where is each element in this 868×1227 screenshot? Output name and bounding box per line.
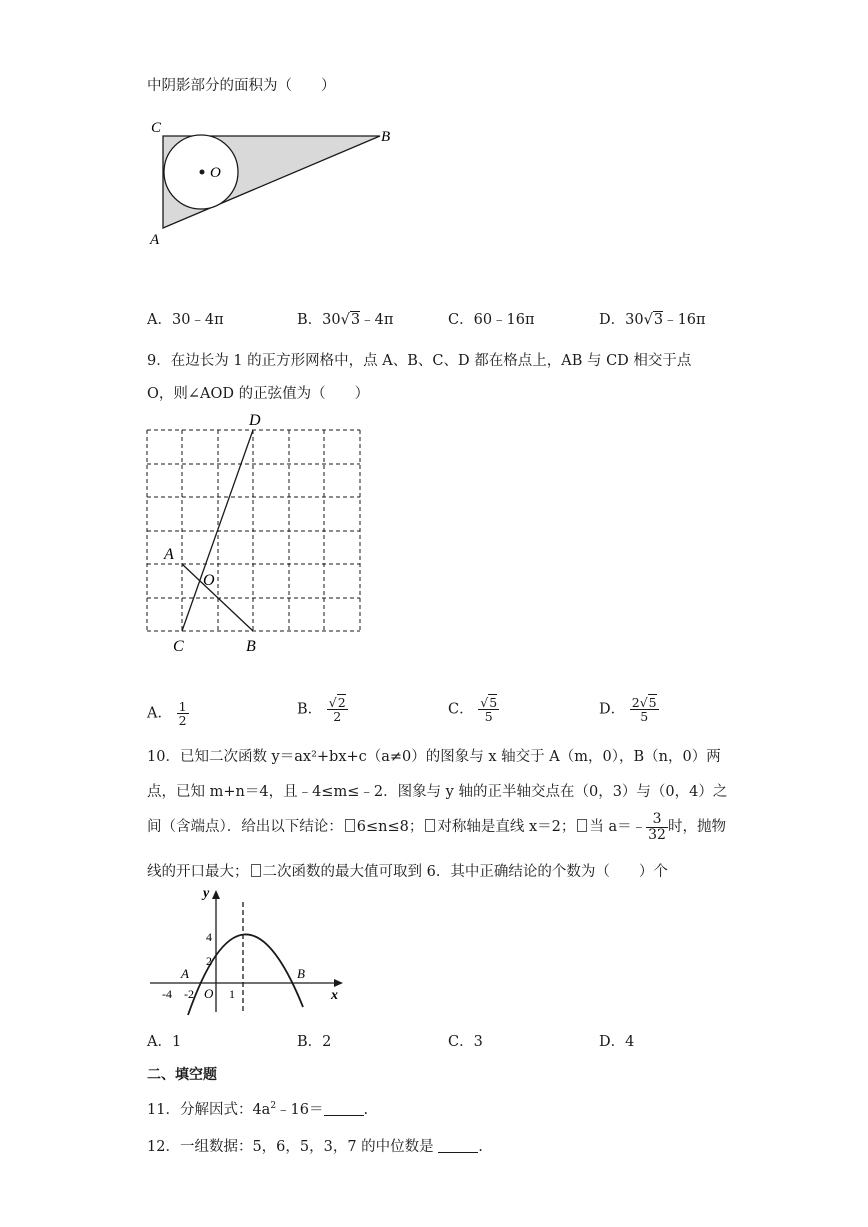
- option-label: D．: [599, 701, 626, 718]
- fraction: $\frac{3}{32}$: [648, 811, 666, 843]
- missing-glyph-box: [345, 819, 355, 832]
- answer-blank[interactable]: [324, 1103, 364, 1116]
- fraction: $\frac{√5}{5}$: [480, 695, 498, 725]
- svg-text:B: B: [297, 966, 305, 981]
- q8-option-c[interactable]: [448, 308, 535, 329]
- section-title: 二、填空题: [147, 1067, 217, 1083]
- fraction: $\frac{√2}{2}$: [328, 695, 346, 725]
- option-label: D．: [599, 1034, 626, 1050]
- svg-text:2: 2: [206, 954, 212, 968]
- svg-text:y: y: [203, 886, 210, 901]
- option-label: B．: [297, 1034, 323, 1050]
- q10-option-b[interactable]: B．2: [297, 1034, 332, 1050]
- q8-figure: [140, 112, 400, 252]
- answer-blank[interactable]: [438, 1140, 478, 1153]
- option-label: B．: [297, 312, 323, 328]
- option-text: 30﹣4π: [171, 312, 224, 328]
- option-label: A．: [147, 1034, 172, 1050]
- svg-text:4: 4: [206, 930, 212, 944]
- center-dot: [200, 170, 205, 175]
- svg-text:-2: -2: [184, 987, 194, 1001]
- q9-option-a[interactable]: [147, 700, 189, 727]
- q9-option-c[interactable]: [448, 696, 499, 723]
- q10-line3: 间（含端点）．给出以下结论： 6≤n≤8； 对称轴是直线 x＝2； 当 a＝﹣ $\frac{3}{32}$ 时，抛物: [147, 811, 726, 843]
- q9-option-d[interactable]: [599, 696, 659, 723]
- option-text: 60﹣16π: [473, 312, 535, 328]
- missing-glyph-box: [251, 864, 261, 877]
- q10-line1: 10．已知二次函数 y＝ax²+bx+c（a≠0）的图象与 x 轴交于 A（m，0），B（n，0）两: [147, 749, 721, 765]
- y-axis-arrow: [212, 890, 220, 899]
- label-D: D: [249, 412, 261, 429]
- label-O: O: [203, 572, 215, 589]
- q10-option-a[interactable]: A．1: [147, 1034, 182, 1050]
- sqrt-symbol: √: [340, 312, 350, 328]
- svg-text:-4: -4: [162, 987, 172, 1001]
- q10-graph: [145, 880, 355, 1020]
- q10-line4: 线的开口最大； 二次函数的最大值可取到 6．其中正确结论的个数为（ ）个: [147, 864, 668, 880]
- option-label: B．: [297, 701, 323, 718]
- label-O: O: [210, 165, 221, 181]
- label-B: B: [246, 638, 256, 655]
- label-C: C: [151, 120, 162, 136]
- sqrt-symbol: √: [643, 312, 653, 328]
- dashed-grid: [147, 430, 360, 631]
- label-B: B: [381, 129, 391, 145]
- q9-line1: 9．在边长为 1 的正方形网格中，点 A、B、C、D 都在格点上，AB 与 CD 相交于点: [147, 353, 692, 369]
- svg-text:A: A: [181, 966, 189, 981]
- q10-line2: 点，已知 m+n＝4，且﹣4≤m≤﹣2．图象与 y 轴的正半轴交点在（0，3）与（0，4）之: [147, 784, 728, 800]
- option-label: C．: [448, 312, 474, 328]
- option-label: A．: [147, 705, 172, 722]
- q8-option-b[interactable]: B．30√3﹣4π: [297, 312, 394, 328]
- svg-text:O: O: [204, 986, 214, 1001]
- label-C: C: [173, 638, 184, 655]
- q8-option-d[interactable]: D．30√3﹣16π: [599, 312, 706, 328]
- missing-glyph-box: [577, 819, 587, 832]
- fraction: $\frac{2√5}{5}$: [631, 695, 657, 725]
- q8-option-a[interactable]: [147, 308, 224, 329]
- fraction: $\frac{1}{2}$: [178, 699, 187, 729]
- missing-glyph-box: [425, 819, 435, 832]
- q9-line2: O，则∠AOD 的正弦值为（ ）: [147, 386, 370, 402]
- option-label: D．: [599, 312, 626, 328]
- q9-grid-figure: [140, 405, 370, 660]
- option-label: C．: [448, 1034, 474, 1050]
- q10-option-c[interactable]: C．3: [448, 1034, 483, 1050]
- q11: 11．分解因式：$4a^2﹣16=$ .: [147, 1101, 369, 1118]
- x-axis-arrow: [334, 979, 343, 987]
- parabola-curve: [188, 934, 303, 1015]
- q12: 12．一组数据：5，6，5，3，7 的中位数是 .: [147, 1139, 483, 1155]
- option-label: C．: [448, 701, 474, 718]
- q10-option-d[interactable]: D．4: [599, 1034, 635, 1050]
- option-label: A．: [147, 312, 172, 328]
- q9-option-b[interactable]: [297, 696, 348, 723]
- svg-text:1: 1: [229, 987, 235, 1001]
- label-A: A: [164, 546, 174, 563]
- q8-stem-tail: 中阴影部分的面积为（ ）: [147, 78, 336, 94]
- svg-text:x: x: [331, 988, 338, 1003]
- label-A: A: [150, 232, 160, 248]
